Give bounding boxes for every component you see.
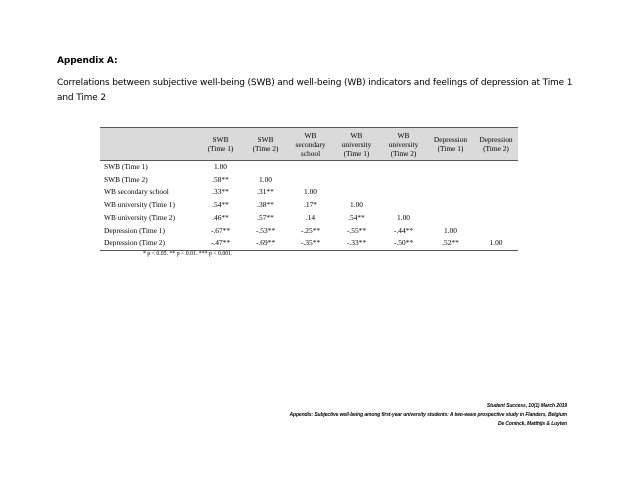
table-caption [57,76,573,105]
table-row [100,186,518,199]
column-header: WB university (Time 2) [380,128,427,161]
table-cell: -.33** [333,237,380,250]
table-cell [288,173,333,186]
table-cell: .38** [257,200,274,210]
table-cell: -.35** [288,237,333,250]
table-row [100,161,518,174]
row-label: SWB (Time 1) [104,162,148,172]
table-cell: -.44** [393,225,414,235]
table-cell: -.50** [380,237,427,250]
table-cell: .46** [212,213,229,223]
table-cell: -.69** [243,237,288,250]
table-cell: .17* [304,200,317,210]
table-cell: -.47** [198,237,243,250]
row-label: Depression (Time 1) [104,225,165,235]
row-label: WB secondary school [104,187,169,197]
footer-article-title: Appendix: Subjective well-being among first-year university students: A two-wave prospective study in Flanders, Belgium [289,412,567,418]
table-cell [427,199,474,212]
table-cell [380,186,427,199]
correlation-table [100,127,518,251]
row-label: SWB (Time 2) [104,174,148,184]
table-cell [474,186,518,199]
table-cell: 1.00 [304,187,317,197]
table-cell: 1.00 [259,174,272,184]
column-header: Depression (Time 2) [474,128,518,161]
table-cell: 1.00 [397,213,410,223]
table-cell [243,161,288,174]
table-cell [474,199,518,212]
table-cell [427,161,474,174]
appendix-heading: Appendix A: [57,56,118,66]
table-row [100,199,518,212]
table-cell [427,212,474,225]
table-cell: .58** [212,174,229,184]
table-cell: -.55** [346,225,367,235]
table-cell [474,212,518,225]
table-cell [333,161,380,174]
column-header: WB university (Time 1) [333,128,380,161]
table-row [100,173,518,186]
table-body [100,161,518,251]
row-label: WB university (Time 2) [104,213,175,223]
table-cell [288,161,333,174]
table-cell: .33** [212,187,229,197]
table-cell [474,224,518,237]
table-cell: .52** [427,237,474,250]
column-header: WB secondary school [288,128,333,161]
table-cell: -.25** [300,225,321,235]
table-row [100,224,518,237]
table-cell: .54** [212,200,229,210]
table-cell: .54** [348,213,365,223]
table-cell: .31** [257,187,274,197]
column-header: SWB (Time 1) [198,128,243,161]
table-cell: 1.00 [214,162,227,172]
table-cell: -.67** [210,225,231,235]
table-cell [333,186,380,199]
table-cell: .14 [305,213,316,223]
header-corner [100,128,198,161]
table-cell: .57** [257,213,274,223]
table-cell: 1.00 [444,225,457,235]
table-cell [427,173,474,186]
table-cell: -.53** [255,225,276,235]
column-header: SWB (Time 2) [243,128,288,161]
table-cell [333,173,380,186]
table-header-row [100,128,518,161]
caption-line-2: and Time 2 [57,92,106,103]
table-cell: 1.00 [474,237,518,250]
table-cell [474,161,518,174]
row-label: WB university (Time 1) [104,200,175,210]
page-footer [289,402,567,429]
table-cell [427,186,474,199]
footer-journal: Student Success, 10(1) March 2019 [486,403,567,409]
table-row [100,237,518,250]
row-label: Depression (Time 2) [100,237,198,250]
table-cell [474,173,518,186]
table-cell [380,161,427,174]
caption-line-1: Correlations between subjective well-being (SWB) and well-being (WB) indicators and feelings of depression at Time 1 [57,78,573,88]
table-cell [380,173,427,186]
table-cell: 1.00 [350,200,363,210]
significance-note: * p < 0.05. ** p < 0.01. *** p < 0.001. [143,251,233,257]
table-row [100,212,518,225]
table-cell [380,199,427,212]
column-header: Depression (Time 1) [427,128,474,161]
footer-authors: De Coninck, Matthijs & Luyten [497,421,567,427]
